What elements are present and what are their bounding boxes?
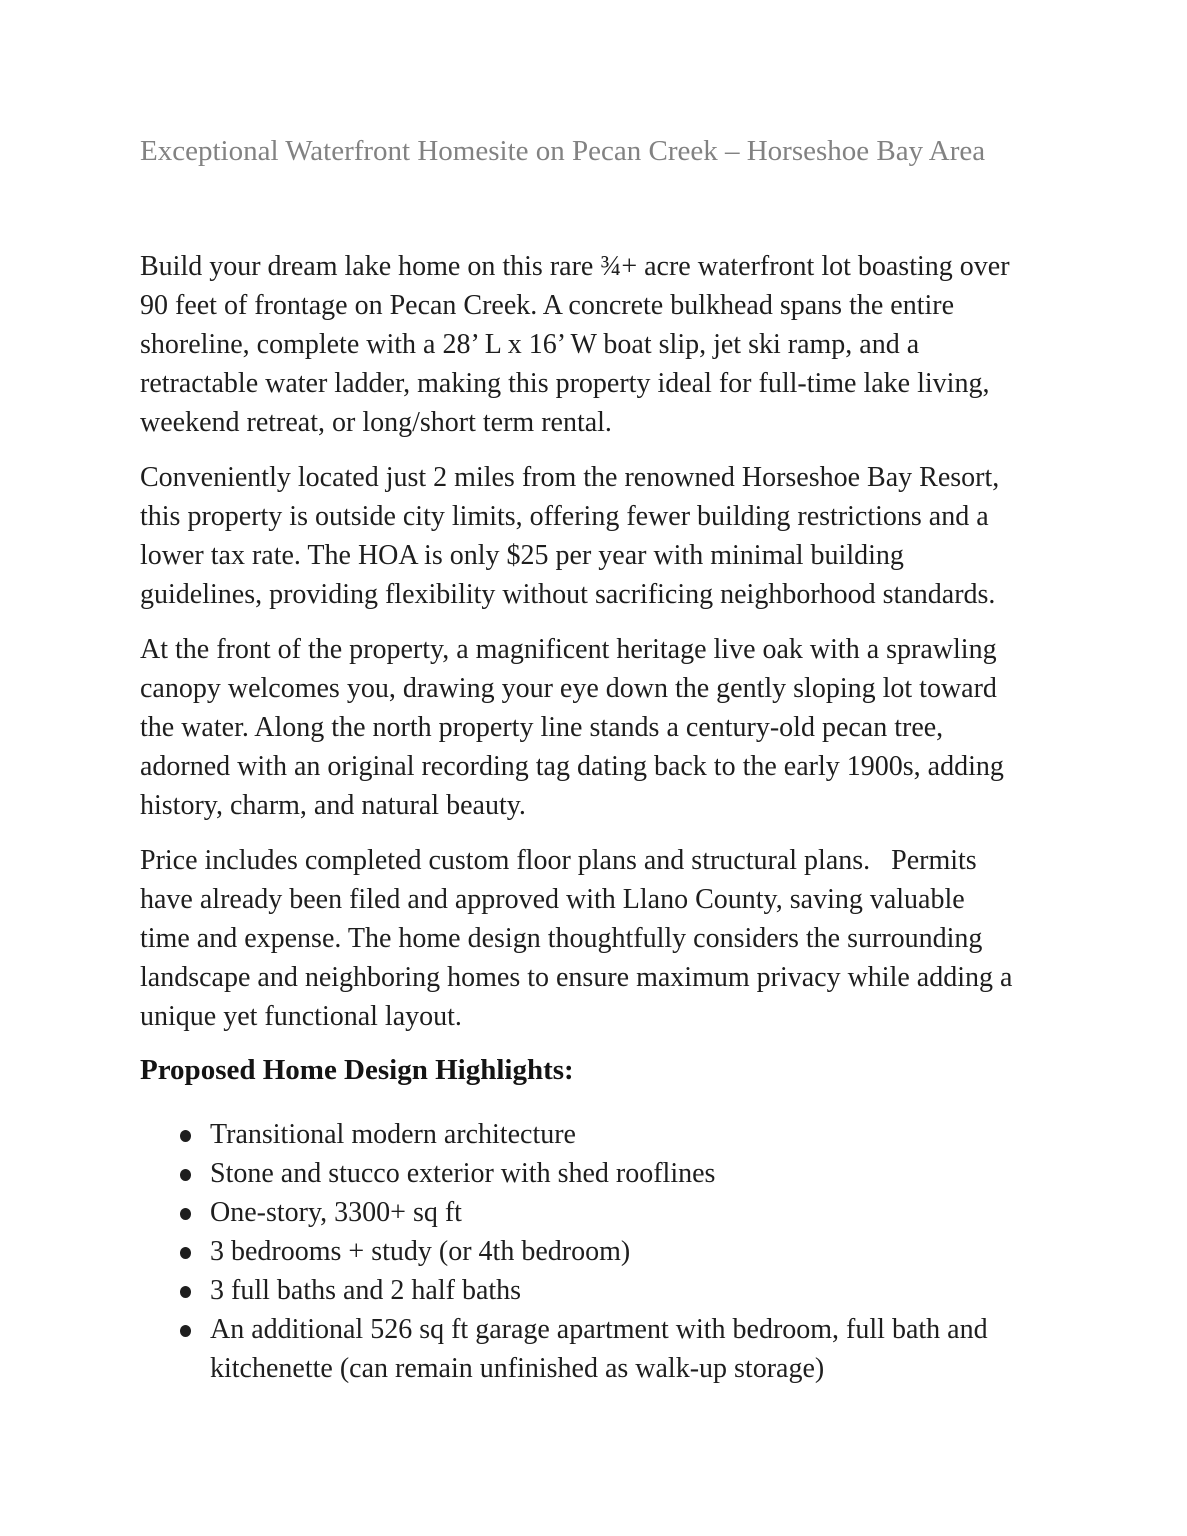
bullet-line: An additional 526 sq ft garage apartment with bedroom, full bath and [210,1314,988,1345]
document-title: Exceptional Waterfront Homesite on Pecan Creek – Horseshoe Bay Area [140,135,986,167]
text-line: time and expense. The home design thoughtfully considers the surrounding [140,923,983,954]
bullet-line: kitchenette (can remain unfinished as walk-up storage) [210,1353,825,1384]
text-line: adorned with an original recording tag dating back to the early 1900s, adding [140,751,1004,782]
bullet-icon [180,1169,191,1181]
bullet-icon [180,1286,191,1298]
text-line: history, charm, and natural beauty. [140,790,526,821]
highlights-heading: Proposed Home Design Highlights: [140,1054,574,1086]
document-content [140,0,1100,1388]
text-line: At the front of the property, a magnificent heritage live oak with a sprawling [140,634,997,665]
text-line: 90 feet of frontage on Pecan Creek. A concrete bulkhead spans the entire [140,290,955,321]
list-item [140,1115,1100,1154]
list-item [140,1232,1100,1271]
paragraph-location [140,458,1100,614]
bullet-line: 3 bedrooms + study (or 4th bedroom) [210,1236,631,1267]
text-line: canopy welcomes you, drawing your eye down the gently sloping lot toward [140,673,997,704]
text-line: the water. Along the north property line stands a century-old pecan tree, [140,712,944,743]
text-line: weekend retreat, or long/short term rental. [140,407,612,438]
list-item [140,1193,1100,1232]
text-line: unique yet functional layout. [140,1001,462,1032]
text-line: Conveniently located just 2 miles from the renowned Horseshoe Bay Resort, [140,462,1000,493]
paragraph-trees [140,630,1100,825]
text-line: retractable water ladder, making this property ideal for full-time lake living, [140,368,990,399]
text-line: have already been filed and approved with Llano County, saving valuable [140,884,965,915]
text-line: Price includes completed custom floor plans and structural plans. Permits [140,845,977,876]
bullet-line: Stone and stucco exterior with shed rooflines [210,1158,716,1189]
text-line: lower tax rate. The HOA is only $25 per year with minimal building [140,540,904,571]
paragraph-intro [140,247,1100,442]
bullet-icon [180,1247,191,1259]
text-line: landscape and neighboring homes to ensure maximum privacy while adding a [140,962,1013,993]
bullet-icon [180,1130,191,1142]
list-item [140,1154,1100,1193]
bullet-line: Transitional modern architecture [210,1119,576,1150]
bullet-icon [180,1208,191,1220]
text-line: shoreline, complete with a 28’ L x 16’ W boat slip, jet ski ramp, and a [140,329,920,360]
paragraph-plans [140,841,1100,1036]
text-line: Build your dream lake home on this rare ¾+ acre waterfront lot boasting over [140,251,1010,282]
text-line: guidelines, providing flexibility without sacrificing neighborhood standards. [140,579,996,610]
bullet-line: 3 full baths and 2 half baths [210,1275,522,1306]
list-item [140,1310,1100,1388]
bullet-icon [180,1325,191,1337]
list-item [140,1271,1100,1310]
text-line: this property is outside city limits, offering fewer building restrictions and a [140,501,989,532]
bullet-list [140,1115,1100,1388]
bullet-line: One-story, 3300+ sq ft [210,1197,462,1228]
